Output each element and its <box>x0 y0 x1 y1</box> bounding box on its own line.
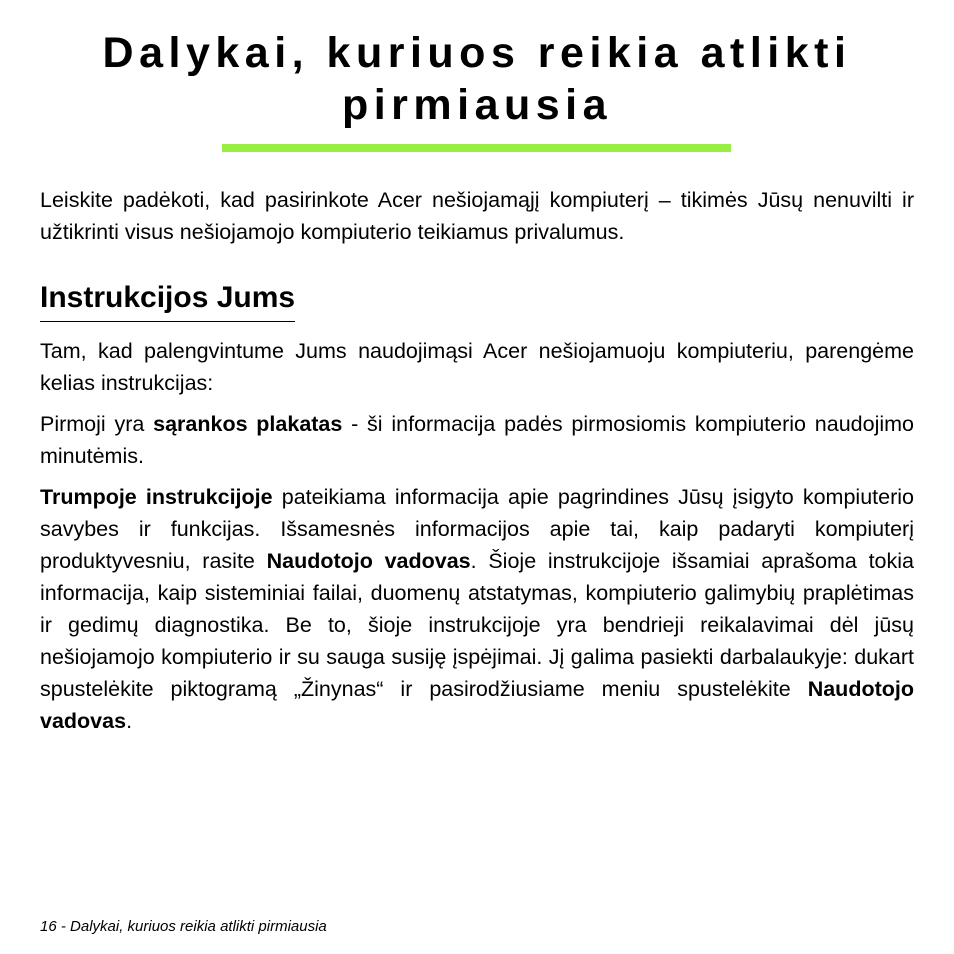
title-block <box>0 27 954 131</box>
p2-bold-setup-poster: sąrankos plakatas <box>153 412 343 436</box>
p3-bold-user-guide-2: Naudotojo vadovas <box>40 677 914 733</box>
section-heading-wrap <box>40 275 914 321</box>
page-content <box>40 184 914 746</box>
instructions-paragraph-3 <box>40 481 914 737</box>
title-underline-rule <box>222 144 731 152</box>
page-title <box>0 27 954 131</box>
intro-paragraph: Leiskite padėkoti, kad pasirinkote Acer nešiojamąjį kompiuterį – tikimės Jūsų nenuvilti ir užtikrinti visus nešiojamojo kompiuterio teikiamus privalumus. <box>40 188 914 244</box>
instructions-paragraph-2 <box>40 408 914 472</box>
page-footer: 16 - Dalykai, kuriuos reikia atlikti pirmiausia <box>40 918 327 935</box>
p2-text-before: Pirmoji yra <box>40 412 154 436</box>
p3-bold-quick-guide: Trumpoje instrukcijoje <box>40 485 273 509</box>
p2-text-after: - ši informacija padės pirmosiomis kompiuterio naudojimo minutėmis. <box>40 412 914 468</box>
instructions-paragraph-1: Tam, kad palengvintume Jums naudojimąsi Acer nešiojamuoju kompiuteriu, parengėme kelias instrukcijas: <box>40 339 914 395</box>
p3-text-1: pateikiama informacija apie pagrindines Jūsų įsigyto kompiuterio savybes ir funkcijas. Išsamesnės informacijos apie tai, kaip padaryti kompiuterį produktyvesniu, rasite <box>40 485 914 573</box>
page-title-line-2: pirmiausia <box>341 81 613 129</box>
page-title-line-1: Dalykai, kuriuos reikia atlikti <box>102 29 852 77</box>
p3-text-2: . Šioje instrukcijoje išsamiai aprašoma tokia informacija, kaip sisteminiai failai, duomenų atstatymas, kompiuterio galimybių praplėtimas ir gedimų diagnostika. Be to, šioje instrukcijoje yra bendrieji reikalavimai dėl jūsų nešiojamojo kompiuterio ir su sauga susiję įspėjimai. Jį galima pasiekti darbalaukyje: dukart spustelėkite piktogramą „Žinynas“ ir pasirodžiusiame meniu spustelėkite <box>40 549 914 701</box>
p3-bold-user-guide-1: Naudotojo vadovas <box>266 549 471 573</box>
section-heading: Instrukcijos Jums <box>40 275 295 322</box>
p3-text-3: . <box>126 709 133 733</box>
